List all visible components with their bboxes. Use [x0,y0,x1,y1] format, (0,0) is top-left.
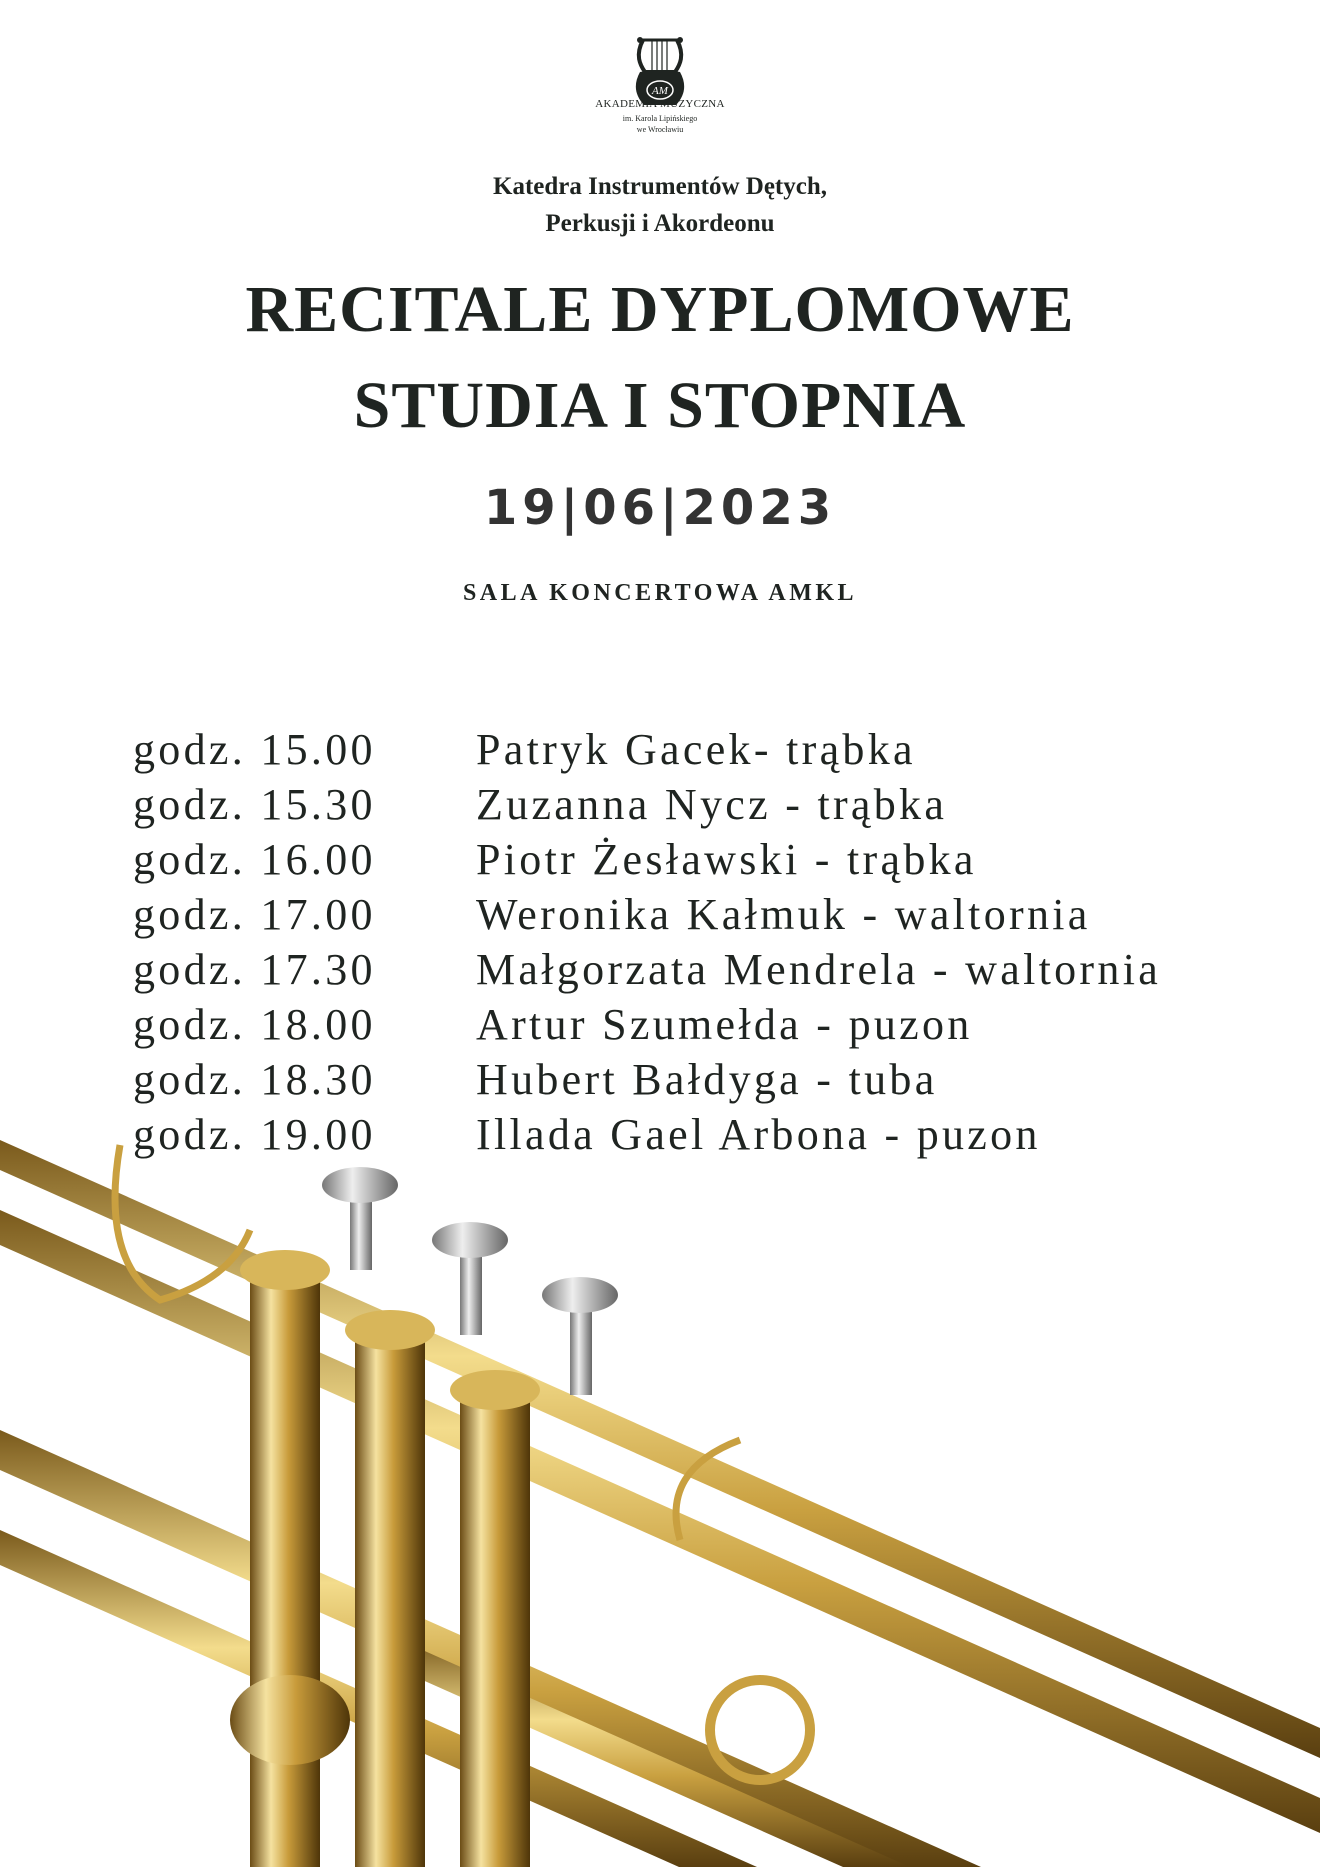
schedule-performer: Zuzanna Nycz - trąbka [476,780,948,829]
schedule-performer: Patryk Gacek- trąbka [476,725,916,774]
department [0,168,1320,242]
schedule-row [133,832,1313,887]
schedule-performer: Artur Szumełda - puzon [476,1000,973,1049]
schedule-time: godz. 15.30 [133,780,376,829]
page-title [0,262,1320,454]
department-line-1: Katedra Instrumentów Dętych, [493,173,827,200]
logo-monogram: AM [652,85,668,97]
event-date: 19|06|2023 [483,480,837,536]
schedule-performer: Piotr Żesławski - trąbka [476,835,977,884]
schedule-list [133,722,1313,1162]
schedule-performer: Weronika Kałmuk - waltornia [476,890,1091,939]
trumpet-tubes [0,1140,1320,1867]
lyre-logo-icon [610,30,710,140]
schedule-row [133,1052,1313,1107]
academy-subtitle-2: we Wrocławiu [636,125,684,134]
title-line-2: STUDIA I STOPNIA [353,369,967,442]
schedule-time: godz. 19.00 [133,1110,376,1159]
trumpet-image [0,1140,1320,1867]
schedule-time: godz. 16.00 [133,835,376,884]
title-line-1: RECITALE DYPLOMOWE [245,273,1075,346]
schedule-performer: Illada Gael Arbona - puzon [476,1110,1041,1159]
schedule-row [133,722,1313,777]
event-venue: SALA KONCERTOWA AMKL [462,580,858,606]
schedule-time: godz. 18.30 [133,1055,376,1104]
schedule-time: godz. 18.00 [133,1000,376,1049]
schedule-row [133,942,1313,997]
schedule-time: godz. 17.30 [133,945,376,994]
schedule-time: godz. 15.00 [133,725,376,774]
schedule-row [133,887,1313,942]
schedule-performer: Hubert Bałdyga - tuba [476,1055,938,1104]
schedule-row [133,997,1313,1052]
schedule-performer: Małgorzata Mendrela - waltornia [476,945,1162,994]
schedule-row [133,1107,1313,1162]
schedule-time: godz. 17.00 [133,890,376,939]
academy-name: AKADEMIA MUZYCZNA [595,98,725,110]
schedule-row [133,777,1313,832]
academy-subtitle-1: im. Karola Lipińskiego [622,114,698,123]
department-line-2: Perkusji i Akordeonu [545,210,775,237]
